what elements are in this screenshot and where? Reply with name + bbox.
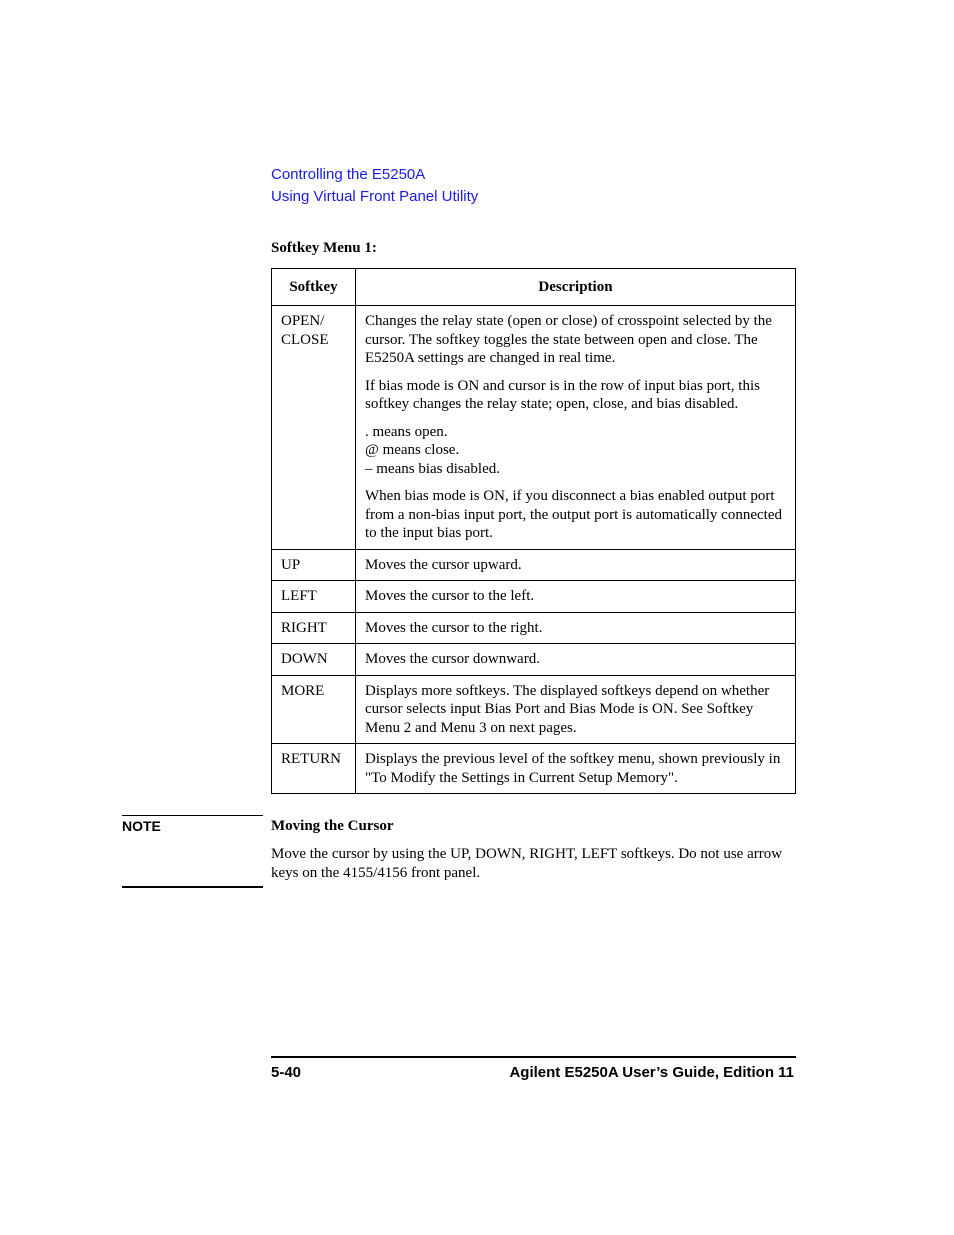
table-row <box>272 612 796 644</box>
description-paragraph: Displays more softkeys. The displayed softkeys depend on whether cursor selects input Bias Port and Bias Mode is ON. See Softkey Menu 2 and Menu 3 on next pages. <box>365 682 770 736</box>
table-header-row <box>272 269 796 306</box>
description-paragraph: When bias mode is ON, if you disconnect a bias enabled output port from a non-bias input port, the output port is automatically connected to the input bias port. <box>365 488 782 541</box>
breadcrumb-section[interactable]: Using Virtual Front Panel Utility <box>271 188 479 205</box>
column-header-softkey: Softkey <box>272 269 356 306</box>
softkey-table <box>271 268 796 794</box>
description-paragraph: . means open. @ means close. – means bias disabled. <box>365 423 500 477</box>
description-paragraph: Moves the cursor to the right. <box>365 619 543 636</box>
breadcrumb-chapter[interactable]: Controlling the E5250A <box>271 166 426 183</box>
softkey-cell: RIGHT <box>272 612 356 644</box>
note-title: Moving the Cursor <box>271 818 394 834</box>
page-number: 5-40 <box>271 1064 302 1081</box>
table-row <box>272 306 796 550</box>
description-cell <box>356 644 796 676</box>
table-row <box>272 581 796 613</box>
note-divider-bottom <box>122 886 263 888</box>
guide-title: Agilent E5250A User’s Guide, Edition 11 <box>509 1064 794 1081</box>
description-paragraph: Displays the previous level of the softkey menu, shown previously in "To Modify the Settings in Current Setup Memory". <box>365 751 781 786</box>
softkey-cell: DOWN <box>272 644 356 676</box>
note-label: NOTE <box>122 818 161 834</box>
softkey-cell: RETURN <box>272 744 356 794</box>
footer-divider <box>271 1056 796 1058</box>
table-caption: Softkey Menu 1: <box>271 240 377 256</box>
description-cell <box>356 744 796 794</box>
description-cell <box>356 549 796 581</box>
column-header-description: Description <box>356 269 796 306</box>
softkey-cell: UP <box>272 549 356 581</box>
table-row <box>272 549 796 581</box>
description-cell <box>356 306 796 550</box>
table-body <box>272 306 796 794</box>
softkey-cell: MORE <box>272 675 356 744</box>
description-cell <box>356 581 796 613</box>
table-row <box>272 744 796 794</box>
note-body: Move the cursor by using the UP, DOWN, RIGHT, LEFT softkeys. Do not use arrow keys on the 4155/4156 front panel. <box>271 846 783 881</box>
description-paragraph: If bias mode is ON and cursor is in the row of input bias port, this softkey changes the relay state; open, close, and bias disabled. <box>365 377 760 412</box>
description-paragraph: Moves the cursor to the left. <box>365 588 535 604</box>
description-cell <box>356 612 796 644</box>
table-row <box>272 675 796 744</box>
table-row <box>272 644 796 676</box>
softkey-cell: OPEN/ CLOSE <box>272 306 356 550</box>
softkey-cell: LEFT <box>272 581 356 613</box>
description-paragraph: Moves the cursor downward. <box>365 651 540 667</box>
description-paragraph: Moves the cursor upward. <box>365 556 522 573</box>
description-paragraph: Changes the relay state (open or close) of crosspoint selected by the cursor. The softkey toggles the state between open and close. The E5250A settings are changed in real time. <box>365 313 772 366</box>
description-cell <box>356 675 796 744</box>
note-divider-top <box>122 815 263 816</box>
